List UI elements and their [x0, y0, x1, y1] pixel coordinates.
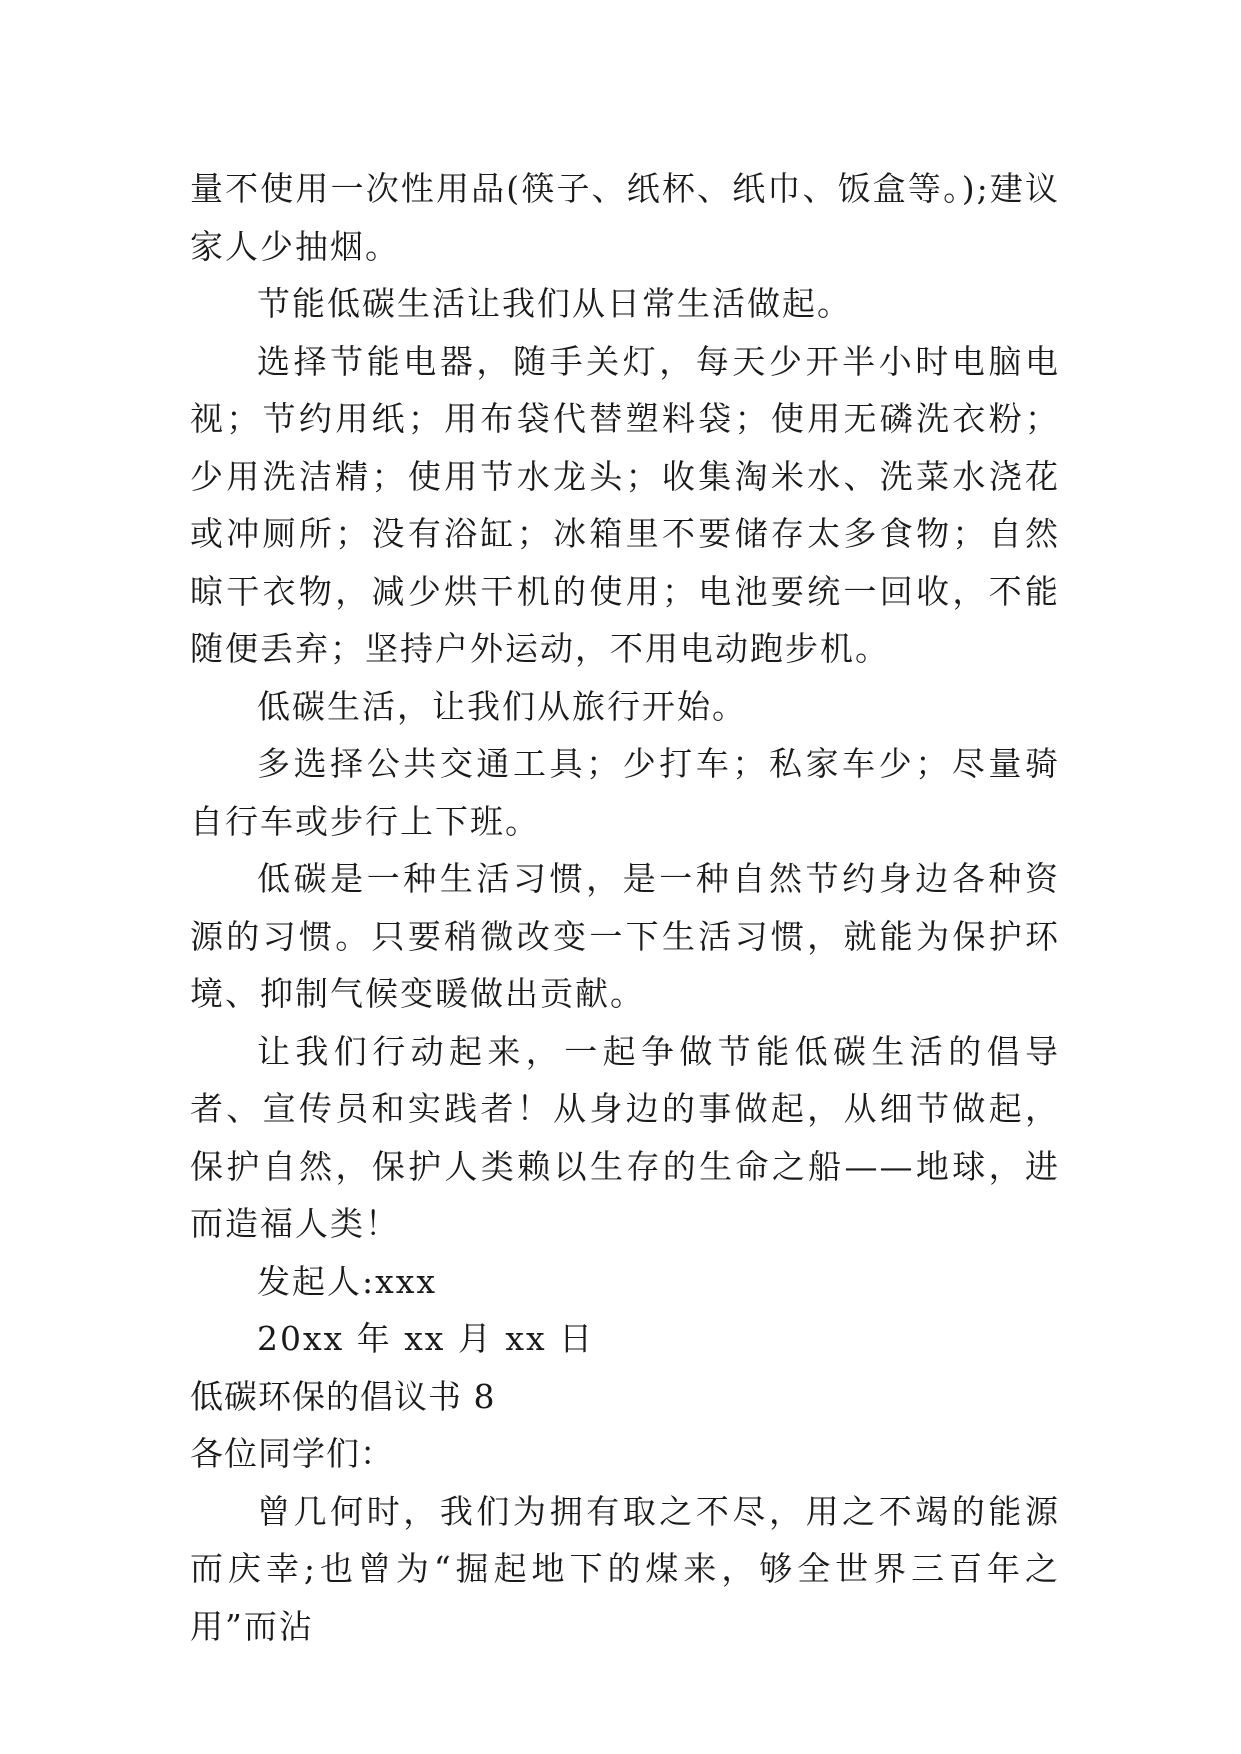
paragraph: 低碳是一种生活习惯，是一种自然节约身边各种资源的习惯。只要稍微改变一下生活习惯，就能为保护环境、抑制气候变暖做出贡献。 — [190, 859, 1060, 1013]
section-title: 低碳环保的倡议书 8 — [190, 1376, 496, 1416]
paragraph: 节能低碳生活让我们从日常生活做起。 — [257, 284, 852, 323]
paragraph: 让我们行动起来，一起争做节能低碳生活的倡导者、宣传员和实践者！从身边的事做起，从细节做起，保护自然，保护人类赖以生存的生命之船——地球，进而造福人类！ — [190, 1031, 1060, 1243]
paragraph: 低碳生活，让我们从旅行开始。 — [257, 686, 747, 726]
signature-initiator: 发起人:xxx — [257, 1261, 437, 1301]
salutation: 各位同学们： — [190, 1434, 394, 1473]
paragraph: 曾几何时，我们为拥有取之不尽，用之不竭的能源而庆幸;也曾为“掘起地下的煤来，够全世界三百年之用”而沾 — [190, 1491, 1060, 1646]
paragraph: 多选择公共交通工具；少打车；私家车少；尽量骑自行车或步行上下班。 — [190, 744, 1060, 841]
paragraph: 选择节能电器，随手关灯，每天少开半小时电脑电视；节约用纸；用布袋代替塑料袋；使用无磷洗衣粉；少用洗洁精；使用节水龙头；收集淘米水、洗菜水浇花或冲厕所；没有浴缸；冰箱里不要储存太多食物；自然晾干衣物，减少烘干机的使用；电池要统一回收，不能随便丢弃；坚持户外运动，不用电动跑步机。 — [190, 341, 1060, 668]
signature-date: 20xx 年 xx 月 xx 日 — [257, 1319, 595, 1358]
document-body — [190, 160, 1060, 1655]
paragraph: 量不使用一次性用品(筷子、纸杯、纸巾、饭盒等。);建议家人少抽烟。 — [190, 169, 1060, 266]
